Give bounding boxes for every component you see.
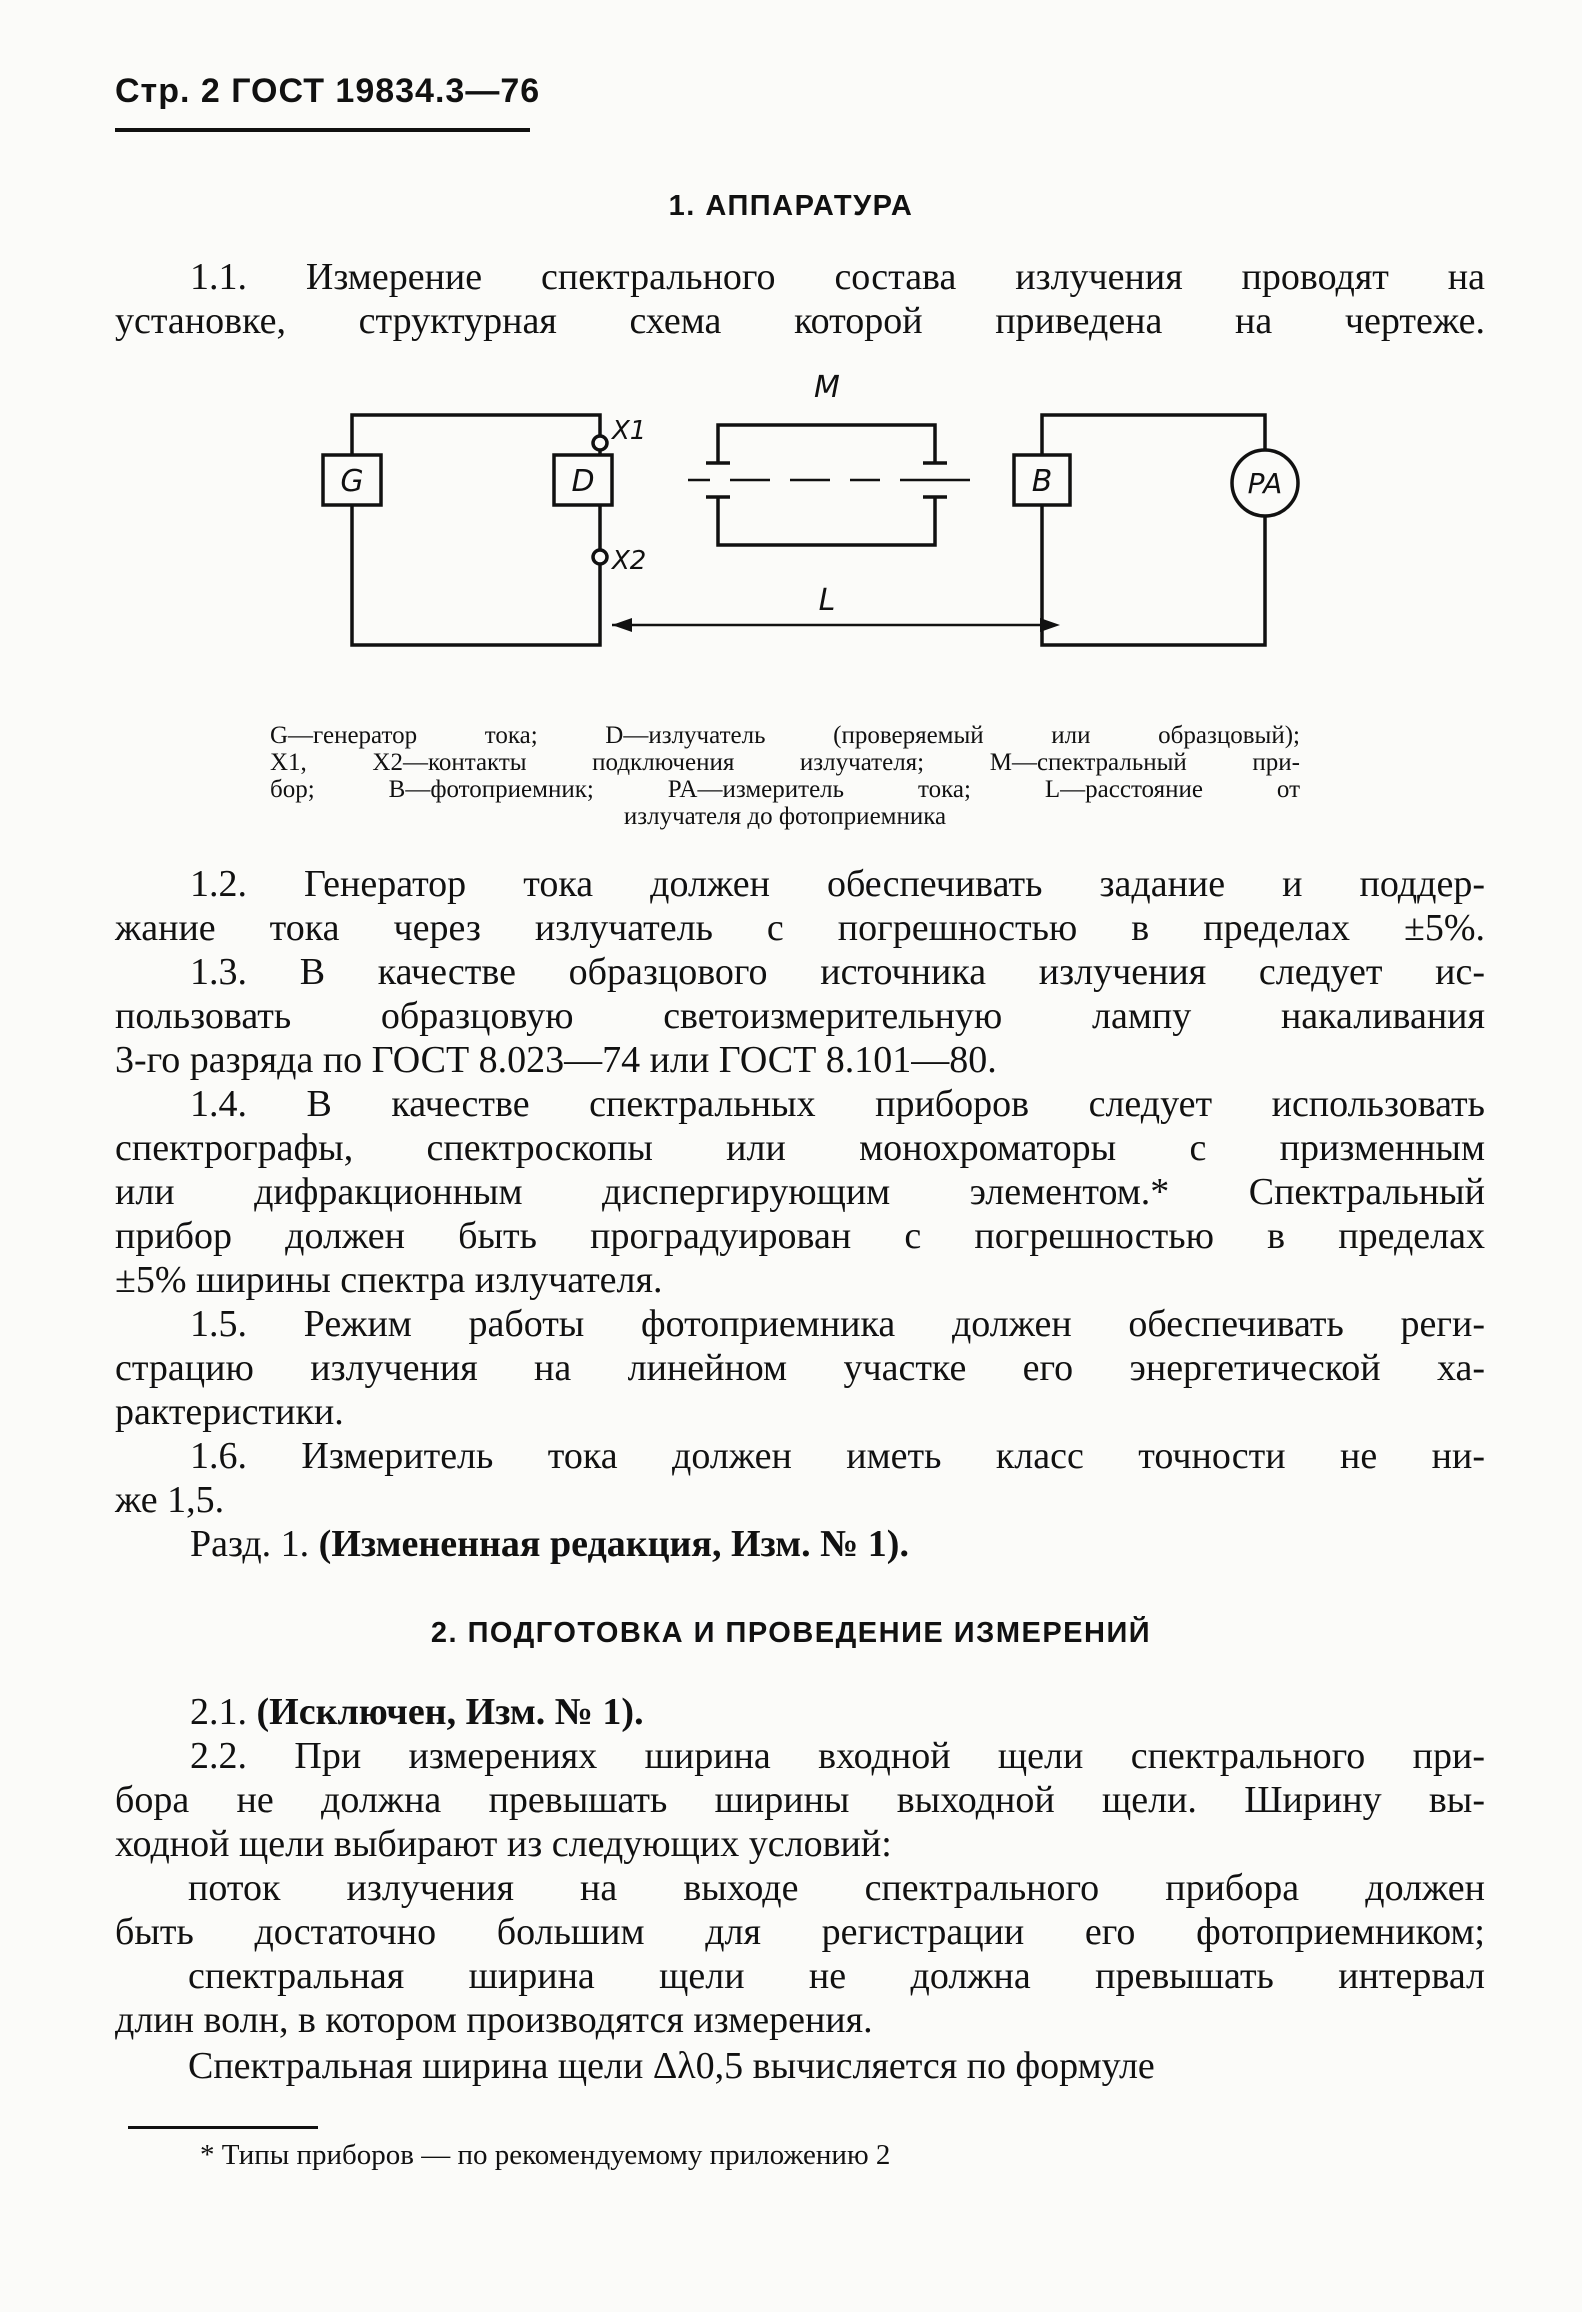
label-g: G bbox=[340, 464, 364, 499]
formula-intro-line: Спектральная ширина щели Δλ0,5 вычисляется по формуле bbox=[188, 2045, 1155, 2087]
p1-4-line-1: 1.4. В качестве спектральных приборов следует использовать bbox=[190, 1083, 1485, 1125]
contact-x1 bbox=[593, 436, 607, 450]
p1-4-line-3: или дифракционным диспергирующим элементом.* Спектральный bbox=[115, 1171, 1485, 1213]
p1-3-line-1: 1.3. В качестве образцового источника излучения следует ис- bbox=[190, 951, 1485, 993]
label-b: B bbox=[1031, 464, 1053, 499]
circuit-diagram bbox=[300, 365, 1300, 675]
p1-2-line-1: 1.2. Генератор тока должен обеспечивать задание и поддер- bbox=[190, 863, 1485, 905]
caption-line-1: G—генератор тока; D—излучатель (проверяемый или образцовый); bbox=[270, 722, 1300, 749]
condition-2-line-1: спектральная ширина щели не должна превышать интервал bbox=[188, 1955, 1485, 1997]
amendment-prefix: Разд. 1. bbox=[190, 1523, 310, 1565]
caption-line-2: X1, X2—контакты подключения излучателя; M—спектральный при- bbox=[270, 749, 1300, 776]
condition-1-line-2: быть достаточно большим для регистрации его фотоприемником; bbox=[115, 1911, 1485, 1953]
p1-5-line-1: 1.5. Режим работы фотоприемника должен обеспечивать реги- bbox=[190, 1303, 1485, 1345]
p1-2-line-2: жание тока через излучатель с погрешностью в пределах ±5%. bbox=[115, 907, 1485, 949]
wire-top-right bbox=[1042, 415, 1265, 455]
p2-1-number: 2.1. bbox=[190, 1691, 247, 1733]
p2-1 bbox=[190, 1690, 1485, 1734]
arrow-head-left bbox=[612, 618, 632, 632]
section-2-title: 2. ПОДГОТОВКА И ПРОВЕДЕНИЕ ИЗМЕРЕНИЙ bbox=[430, 1617, 1152, 1649]
contact-x2 bbox=[593, 550, 607, 564]
p2-1-excluded-note: (Исключен, Изм. № 1). bbox=[256, 1691, 644, 1733]
p1-5-line-3: рактеристики. bbox=[115, 1391, 344, 1433]
p1-4-line-5: ±5% ширины спектра излучателя. bbox=[115, 1259, 663, 1301]
p2-2-line-1: 2.2. При измерениях ширина входной щели спектрального при- bbox=[190, 1735, 1485, 1777]
page-header: Стр. 2 ГОСТ 19834.3—76 bbox=[115, 72, 541, 110]
caption-line-4: излучателя до фотоприемника bbox=[623, 803, 947, 830]
spectral-device-top bbox=[718, 425, 935, 463]
footnote-rule bbox=[128, 2126, 318, 2129]
caption-line-3: бор; B—фотоприемник; PA—измеритель тока; L—расстояние от bbox=[270, 776, 1300, 803]
spectral-device-bottom bbox=[718, 497, 935, 545]
wire-bottom-right bbox=[1042, 505, 1265, 645]
p1-4-line-4: прибор должен быть проградуирован с погрешностью в пределах bbox=[115, 1215, 1485, 1257]
p2-2-line-3: ходной щели выбирают из следующих условий: bbox=[115, 1823, 892, 1865]
label-x2: X2 bbox=[612, 546, 647, 576]
footnote: * Типы приборов — по рекомендуемому приложению 2 bbox=[200, 2139, 891, 2171]
label-m: M bbox=[814, 370, 840, 405]
label-l: L bbox=[818, 583, 836, 618]
p1-4-line-2: спектрографы, спектроскопы или монохроматоры с призменным bbox=[115, 1127, 1485, 1169]
p1-5-line-2: страцию излучения на линейном участке его энергетической ха- bbox=[115, 1347, 1485, 1389]
p1-1-line-1: 1.1. Измерение спектрального состава излучения проводят на bbox=[190, 256, 1485, 298]
wire-top-left bbox=[352, 415, 600, 455]
label-x1: X1 bbox=[612, 416, 647, 446]
arrow-head-right bbox=[1040, 618, 1060, 632]
p1-3-line-2: пользовать образцовую светоизмерительную лампу накаливания bbox=[115, 995, 1485, 1037]
p1-6-line-2: же 1,5. bbox=[115, 1479, 225, 1521]
p1-6-line-1: 1.6. Измеритель тока должен иметь класс точности не ни- bbox=[190, 1435, 1485, 1477]
amendment-note: (Измененная редакция, Изм. № 1). bbox=[318, 1523, 909, 1565]
label-pa: PA bbox=[1247, 467, 1283, 500]
wire-bottom-left bbox=[352, 505, 600, 645]
header-underline bbox=[115, 128, 530, 132]
p1-3-line-3: 3-го разряда по ГОСТ 8.023—74 или ГОСТ 8.101—80. bbox=[115, 1039, 997, 1081]
p2-2-line-2: бора не должна превышать ширины выходной щели. Ширину вы- bbox=[115, 1779, 1485, 1821]
section-1-amendment bbox=[190, 1522, 1485, 1566]
label-d: D bbox=[571, 464, 595, 499]
condition-2-line-2: длин волн, в котором производятся измерения. bbox=[115, 1999, 873, 2041]
section-1-title: 1. АППАРАТУРА bbox=[668, 190, 914, 222]
condition-1-line-1: поток излучения на выходе спектрального прибора должен bbox=[188, 1867, 1485, 1909]
p1-1-line-2: установке, структурная схема которой приведена на чертеже. bbox=[115, 300, 1485, 342]
